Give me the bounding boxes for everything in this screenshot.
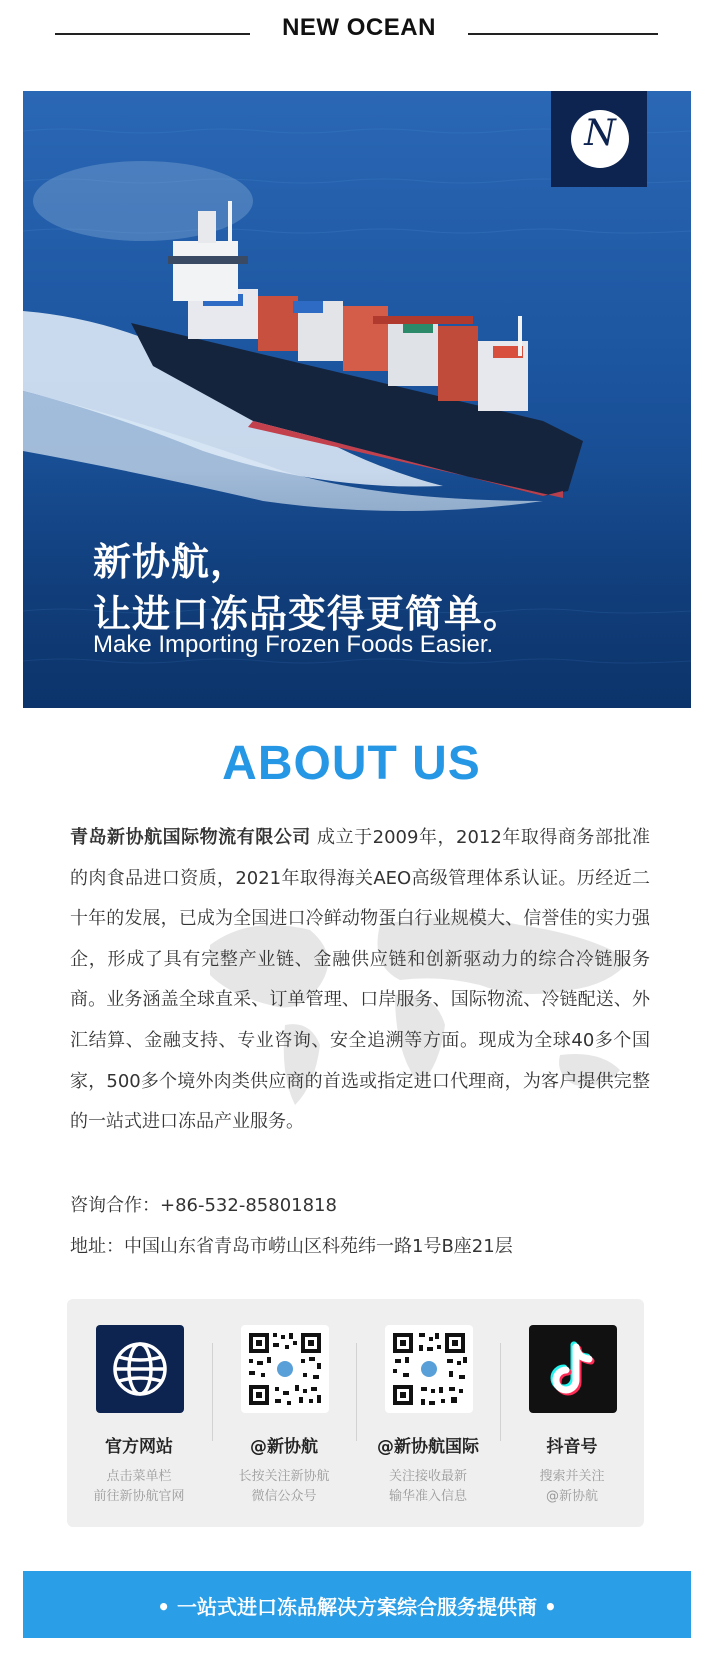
header-divider-right: [468, 33, 658, 35]
card-official-site[interactable]: [67, 1299, 211, 1527]
tiktok-icon[interactable]: [529, 1325, 617, 1413]
card-title: 官方网站: [105, 1437, 173, 1457]
card-desc-line1: 点击菜单栏: [106, 1469, 172, 1484]
hero-headline-2: 让进口冻品变得更简单。: [93, 592, 523, 636]
card-desc-line2: 前往新协航官网: [93, 1489, 185, 1504]
about-paragraph: [70, 818, 650, 1143]
globe-icon[interactable]: [96, 1325, 184, 1413]
card-desc-line2: @新协航: [545, 1489, 598, 1504]
contact-address: 地址：中国山东省青岛市崂山区科苑纬一路1号B座21层: [70, 1236, 513, 1257]
card-wechat[interactable]: [212, 1299, 356, 1527]
hero-banner: [23, 91, 691, 708]
card-wechat-intl[interactable]: [356, 1299, 500, 1527]
about-body: 成立于2009年，2012年取得商务部批准的肉食品进口资质，2021年取得海关AEO高级管理体系认证。历经近二十年的发展，已成为全国进口冷鲜动物蛋白行业规模大、信誉佳的实力强企，形成了具有完整产业链、金融供应链和创新驱动力的综合冷链服务商。业务涵盖全球直采、订单管理、口岸服务、国际物流、冷链配送、外汇结算、金融支持、专业咨询、安全追溯等方面。现成为全球40多个国家，500多个境外肉类供应商的首选或指定进口代理商，为客户提供完整的一站式进口冻品产业服务。: [70, 827, 651, 1133]
card-desc-line2: 输华准入信息: [388, 1489, 467, 1504]
header: [0, 0, 703, 66]
card-douyin[interactable]: [500, 1299, 644, 1527]
contact-phone[interactable]: 咨询合作：+86-532-85801818: [70, 1195, 337, 1216]
card-title: 抖音号: [546, 1437, 598, 1457]
card-title: @新协航国际: [377, 1437, 479, 1457]
card-desc-line1: 长按关注新协航: [238, 1469, 330, 1484]
card-desc-line1: 搜索并关注: [539, 1469, 605, 1484]
header-title: NEW OCEAN: [282, 14, 436, 41]
header-divider-left: [55, 33, 250, 35]
footer-banner-text: • 一站式进口冻品解决方案综合服务提供商 •: [157, 1595, 557, 1619]
footer-banner: [23, 1571, 691, 1638]
hero-headline-1: 新协航，: [93, 540, 250, 584]
card-title: @新协航: [250, 1437, 318, 1457]
hero-tagline-en: Make Importing Frozen Foods Easier.: [93, 631, 494, 658]
social-cards: [67, 1299, 644, 1527]
company-name: 青岛新协航国际物流有限公司: [70, 827, 311, 848]
brand-logo: [551, 91, 647, 187]
card-desc-line1: 关注接收最新: [388, 1469, 467, 1484]
logo-letter: N: [584, 113, 616, 154]
qr-code-icon[interactable]: [241, 1325, 329, 1413]
qr-code-icon[interactable]: [385, 1325, 473, 1413]
card-desc-line2: 微信公众号: [251, 1489, 317, 1504]
about-title: ABOUT US: [222, 737, 481, 790]
